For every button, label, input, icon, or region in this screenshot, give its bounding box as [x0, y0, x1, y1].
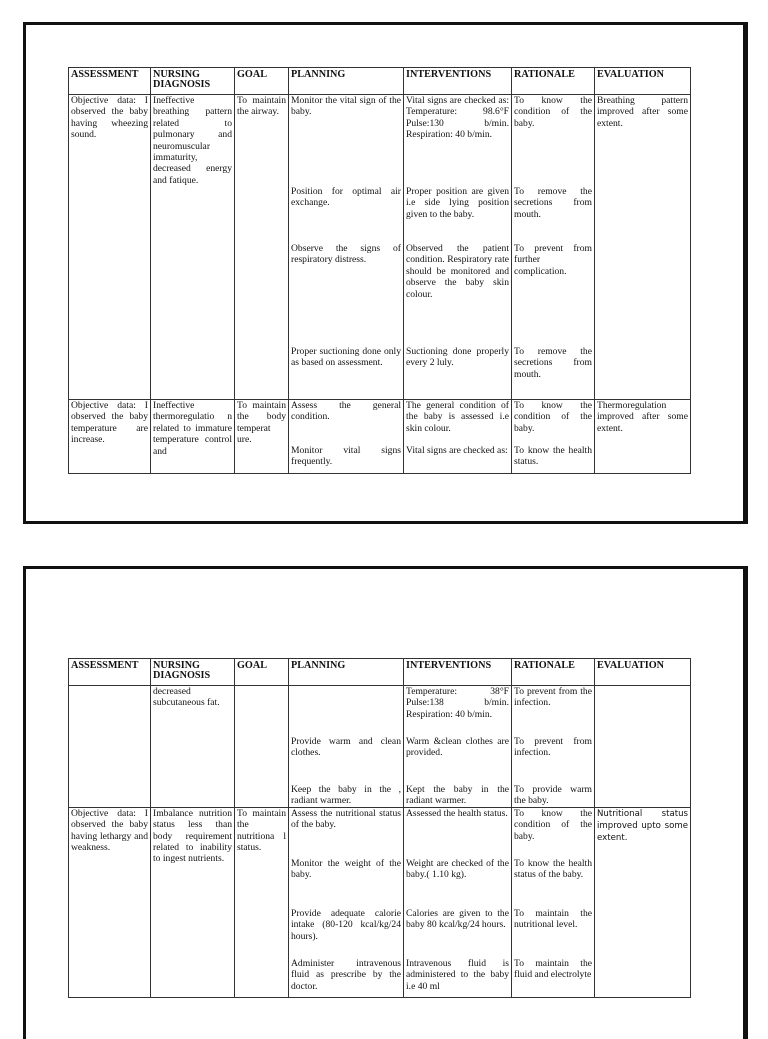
assessment-cell	[69, 400, 151, 474]
rationale-cell	[512, 95, 595, 400]
evaluation-text: Nutritional status improved upto some extent.	[597, 808, 688, 843]
rationale-text: To know the condition of the baby.	[514, 400, 592, 434]
header-evaluation: EVALUATION	[595, 659, 691, 686]
intervention-text: Weight are checked of the baby.( 1.10 kg).	[406, 857, 509, 881]
header-planning: PLANNING	[289, 659, 404, 686]
header-interventions: INTERVENTIONS	[404, 68, 512, 95]
header-goal: GOAL	[235, 68, 289, 95]
goal-cell	[235, 400, 289, 474]
header-goal: GOAL	[235, 659, 289, 686]
planning-cell	[289, 95, 404, 400]
intervention-text: Temperature: 38°F Pulse:138 b/min. Respiration: 40 b/min.	[406, 686, 509, 720]
rationale-text: To prevent from the infection.	[514, 686, 592, 709]
diagnosis-text: decreased subcutaneous fat.	[153, 686, 220, 709]
document-page-2	[23, 566, 748, 1039]
diagnosis-text: Ineffective thermoregulatio n related to immature temperature control and	[153, 400, 232, 457]
planning-text: Proper suctioning done only as based on assessment.	[291, 346, 401, 369]
planning-text: Monitor the weight of the baby.	[291, 857, 401, 881]
intervention-text: Kept the baby in the radiant warmer.	[406, 784, 509, 807]
intervention-text: Calories are given to the baby 80 kcal/kg/24 hours.	[406, 907, 509, 931]
rationale-text: To know the condition of the baby.	[514, 807, 592, 842]
evaluation-cell	[595, 95, 691, 400]
table-header-row	[69, 659, 691, 686]
rationale-text: To remove the secretions from mouth.	[514, 186, 592, 220]
planning-text: Position for optimal air exchange.	[291, 186, 401, 209]
intervention-text: Assessed the health status.	[406, 807, 508, 819]
table-row	[69, 95, 691, 400]
care-plan-table	[68, 67, 691, 474]
header-evaluation: EVALUATION	[595, 68, 691, 95]
evaluation-text: Thermoregulation improved after some extent.	[597, 400, 688, 434]
table-row	[69, 686, 691, 808]
diagnosis-cell	[151, 400, 235, 474]
care-plan-table	[68, 658, 691, 998]
assessment-cell	[69, 686, 151, 808]
rationale-text: To prevent from further complication.	[514, 243, 592, 277]
goal-cell	[235, 686, 289, 808]
rationale-text: To remove the secretions from mouth.	[514, 346, 592, 380]
intervention-text: Suctioning done properly every 2 luly.	[406, 346, 509, 369]
intervention-text: Observed the patient condition. Respiratory rate should be monitored and observe the baby skin colour.	[406, 243, 509, 300]
planning-text: Assess the nutritional status of the baby.	[291, 807, 401, 831]
goal-cell	[235, 95, 289, 400]
goal-text: To maintain the nutritiona l status.	[237, 807, 286, 854]
table-row	[69, 400, 691, 474]
goal-text: To maintain the airway.	[237, 95, 286, 118]
intervention-text: Vital signs are checked as:	[406, 445, 508, 456]
rationale-cell	[512, 400, 595, 474]
assessment-cell	[69, 95, 151, 400]
interventions-cell	[404, 807, 512, 997]
diagnosis-text: Imbalance nutrition status less than body requirement related to inability to ingest nutrients.	[153, 807, 232, 865]
rationale-text: To know the health status of the baby.	[514, 857, 592, 881]
rationale-text: To maintain the nutritional level.	[514, 907, 592, 931]
evaluation-cell	[595, 400, 691, 474]
rationale-text: To know the condition of the baby.	[514, 95, 592, 129]
document-page-1	[23, 22, 748, 524]
assessment-text: Objective data: I observed the baby having wheezing sound.	[71, 95, 148, 141]
interventions-cell	[404, 400, 512, 474]
intervention-text: Proper position are given i.e side lying position given to the baby.	[406, 186, 509, 220]
table-header-row	[69, 68, 691, 95]
planning-text: Administer intravenous fluid as prescribe by the doctor.	[291, 957, 401, 992]
rationale-text: To prevent from infection.	[514, 736, 592, 759]
intervention-text: Vital signs are checked as: Temperature: 98.6°F Pulse:130 b/min. Respiration: 40 b/min.	[406, 95, 509, 141]
intervention-text: The general condition of the baby is assessed i.e skin colour.	[406, 400, 509, 434]
rationale-text: To know the health status.	[514, 445, 592, 468]
goal-text: To maintain the body temperat ure.	[237, 400, 286, 446]
planning-text: Keep the baby in the , radiant warmer.	[291, 784, 401, 807]
assessment-cell	[69, 807, 151, 997]
evaluation-text: Breathing pattern improved after some extent.	[597, 95, 688, 129]
evaluation-cell	[595, 686, 691, 808]
header-rationale: RATIONALE	[512, 68, 595, 95]
header-rationale: RATIONALE	[512, 659, 595, 686]
diagnosis-cell	[151, 686, 235, 808]
planning-cell	[289, 807, 404, 997]
rationale-cell	[512, 807, 595, 997]
planning-text: Assess the general condition.	[291, 400, 401, 423]
goal-cell	[235, 807, 289, 997]
diagnosis-cell	[151, 807, 235, 997]
evaluation-cell	[595, 807, 691, 997]
planning-text: Provide warm and clean clothes.	[291, 736, 401, 759]
header-planning: PLANNING	[289, 68, 404, 95]
planning-cell	[289, 686, 404, 808]
header-interventions: INTERVENTIONS	[404, 659, 512, 686]
header-assessment: ASSESSMENT	[69, 68, 151, 95]
header-nursing-diagnosis: NURSING DIAGNOSIS	[151, 68, 235, 95]
header-assessment: ASSESSMENT	[69, 659, 151, 686]
planning-text: Observe the signs of respiratory distress.	[291, 243, 401, 266]
planning-text: Monitor vital signs frequently.	[291, 445, 401, 468]
assessment-text: Objective data: I observed the baby temperature are increase.	[71, 400, 148, 446]
intervention-text: Intravenous fluid is administered to the baby i.e 40 ml	[406, 957, 509, 992]
rationale-cell	[512, 686, 595, 808]
interventions-cell	[404, 686, 512, 808]
header-nursing-diagnosis: NURSING DIAGNOSIS	[151, 659, 235, 686]
planning-text	[291, 686, 401, 736]
intervention-text: Warm &clean clothes are provided.	[406, 736, 509, 759]
assessment-text: Objective data: I observed the baby having lethargy and weakness.	[71, 807, 148, 854]
rationale-text: To maintain the fluid and electrolyte	[514, 957, 592, 981]
rationale-text: To provide warm the baby.	[514, 784, 592, 807]
planning-cell	[289, 400, 404, 474]
planning-text: Provide adequate calorie intake (80-120 kcal/kg/24 hours).	[291, 907, 401, 942]
diagnosis-text: Ineffective breathing pattern related to pulmonary and neuromuscular immaturity, decreased energy and fatique.	[153, 95, 232, 186]
planning-text: Monitor the vital sign of the baby.	[291, 95, 401, 118]
table-row	[69, 807, 691, 997]
diagnosis-cell	[151, 95, 235, 400]
interventions-cell	[404, 95, 512, 400]
